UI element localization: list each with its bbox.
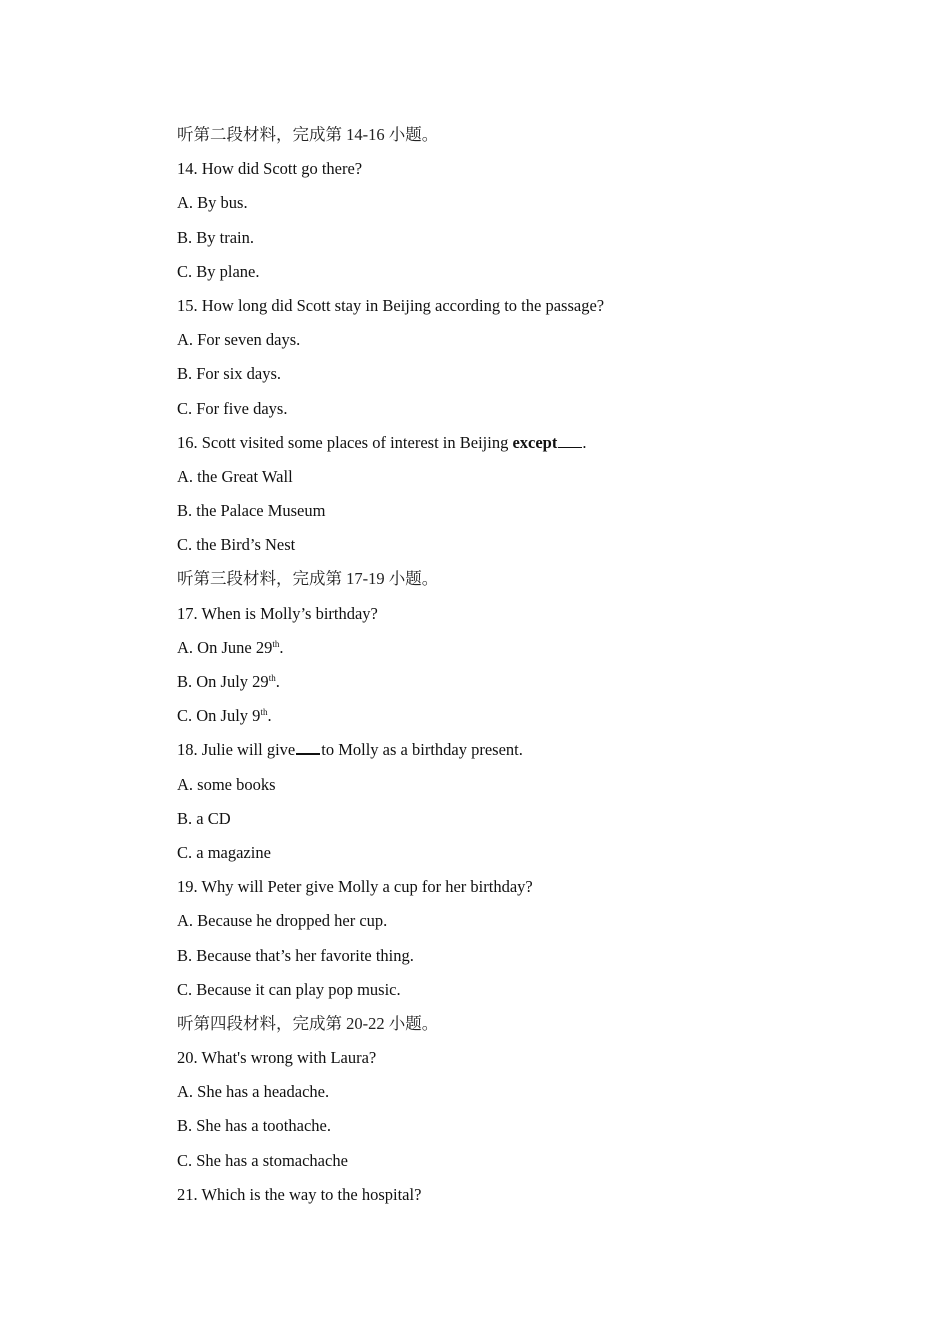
q20-option-c: C. She has a stomachache	[177, 1150, 348, 1170]
q18-option-c: C. a magazine	[177, 842, 271, 862]
q16-text: 16. Scott visited some places of interest in Beijing	[177, 432, 513, 452]
ordinal-suffix: th	[268, 673, 276, 683]
q14-option-c: C. By plane.	[177, 261, 260, 281]
q18-option-b: B. a CD	[177, 808, 231, 828]
q16-end: .	[582, 432, 587, 452]
q18-text-end: to Molly as a birthday present.	[321, 740, 523, 760]
question-15: 15. How long did Scott stay in Beijing according to the passage?	[177, 295, 605, 315]
section-2-heading: 听第二段材料，完成第 14-16 小题。	[177, 125, 439, 144]
q16-option-a: A. the Great Wall	[177, 466, 293, 486]
question-16	[177, 426, 877, 460]
q16-option-c: C. the Bird’s Nest	[177, 535, 296, 555]
q15-option-c: C. For five days.	[177, 398, 288, 418]
question-19: 19. Why will Peter give Molly a cup for her birthday?	[177, 877, 533, 897]
question-20: 20. What's wrong with Laura?	[177, 1048, 377, 1068]
q17-a-text: A. On June 29	[177, 637, 273, 657]
section-3-heading: 听第三段材料，完成第 17-19 小题。	[177, 569, 439, 589]
q16-emphasis: except	[512, 432, 558, 452]
exam-document	[177, 118, 877, 1212]
q17-option-c	[177, 699, 877, 733]
section-4-heading: 听第四段材料，完成第 20-22 小题。	[177, 1013, 439, 1033]
q19-option-a: A. Because he dropped her cup.	[177, 911, 388, 931]
q18-text: 18. Julie will give	[177, 740, 296, 760]
question-14: 14. How did Scott go there?	[177, 159, 363, 179]
q20-option-a: A. She has a headache.	[177, 1082, 330, 1102]
question-21: 21. Which is the way to the hospital?	[177, 1184, 422, 1204]
q19-option-b: B. Because that’s her favorite thing.	[177, 945, 414, 965]
answer-blank	[558, 446, 582, 448]
q14-option-b: B. By train.	[177, 227, 254, 247]
question-18	[177, 733, 877, 767]
q17-option-b	[177, 665, 877, 699]
q17-a-end: .	[279, 637, 284, 657]
q15-option-b: B. For six days.	[177, 364, 282, 384]
question-17: 17. When is Molly’s birthday?	[177, 603, 378, 623]
q18-option-a: A. some books	[177, 774, 276, 794]
q16-option-b: B. the Palace Museum	[177, 501, 326, 521]
q17-c-end: .	[267, 706, 272, 726]
q15-option-a: A. For seven days.	[177, 330, 301, 350]
q17-c-text: C. On July 9	[177, 706, 261, 726]
q17-b-text: B. On July 29	[177, 672, 269, 691]
q17-b-end: .	[275, 672, 280, 691]
q20-option-b: B. She has a toothache.	[177, 1116, 331, 1136]
q14-option-a: A. By bus.	[177, 193, 248, 213]
answer-blank	[296, 752, 320, 755]
q17-option-a	[177, 631, 877, 665]
ordinal-suffix: th	[260, 707, 268, 718]
q19-option-c: C. Because it can play pop music.	[177, 979, 401, 999]
ordinal-suffix: th	[272, 638, 280, 649]
